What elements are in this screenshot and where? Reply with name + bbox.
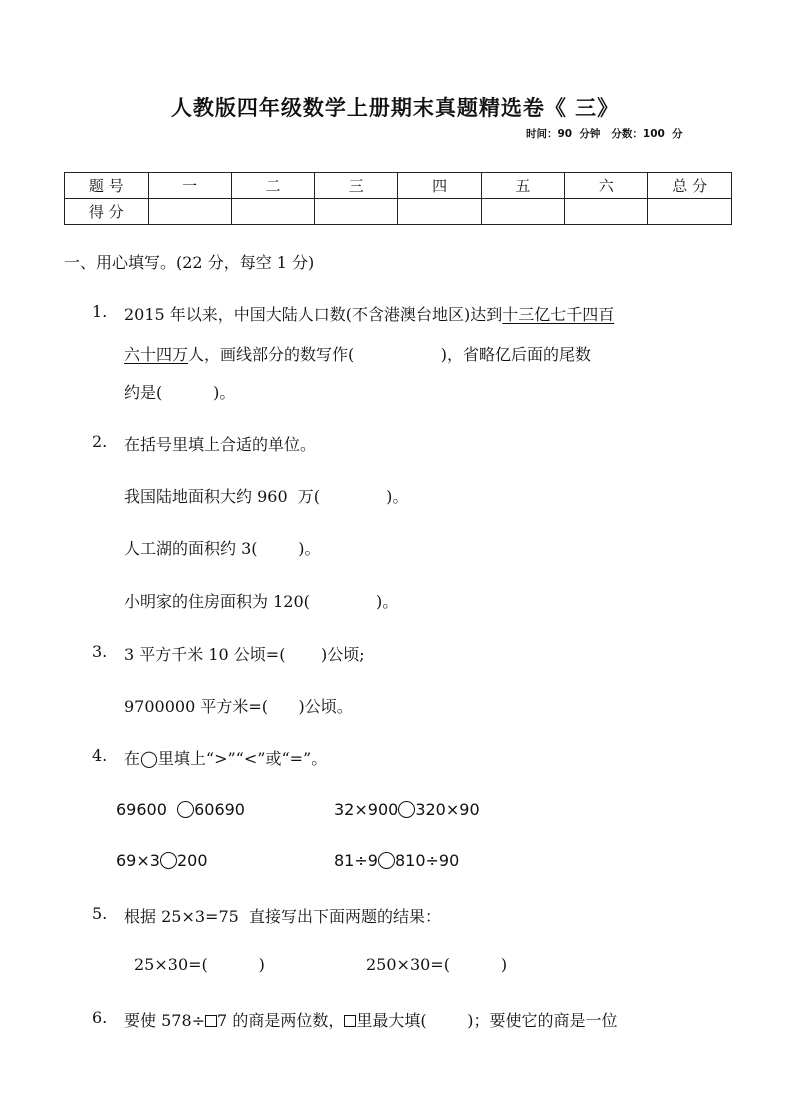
q1-line2: [124, 342, 591, 365]
compare-right: 60690: [194, 800, 245, 819]
score-table-score-row: [65, 199, 732, 225]
q3-item-b: 9700000 平方米=( )公顷。: [124, 697, 353, 716]
score-input-cell[interactable]: [398, 199, 481, 225]
blank-box-icon[interactable]: [205, 1015, 217, 1027]
score-table-header-row: [65, 173, 732, 199]
q3-item-a: 3 平方千米 10 公顷=( )公顷;: [124, 645, 365, 664]
q4-text: 在◯里填上“>”“<”或“=”。: [124, 749, 328, 768]
q1-text: 2015 年以来，中国大陆人口数(不含港澳台地区)达到: [124, 305, 503, 324]
table-cell: 四: [398, 173, 481, 199]
q2-item-a: 我国陆地面积大约 960 万( )。: [124, 487, 409, 506]
q2-text: 在括号里填上合适的单位。: [124, 435, 317, 454]
score-input-cell[interactable]: [315, 199, 398, 225]
table-cell: 二: [231, 173, 314, 199]
compare-right: 200: [176, 851, 208, 870]
page-title: 人教版四年级数学上册期末真题精选卷《 三》: [170, 96, 620, 120]
q1-underlined-number-cont: 六十四万: [124, 345, 189, 364]
score-input-cell[interactable]: [148, 199, 231, 225]
q6-text-part: 7 的商是两位数，: [217, 1011, 345, 1030]
q1-text: 人，画线部分的数写作( )，省略亿后面的尾数: [188, 345, 591, 364]
section-heading: 一、用心填写。(22 分，每空 1 分): [64, 253, 315, 272]
compare-right: 810÷90: [394, 851, 460, 870]
table-cell: 六: [565, 173, 648, 199]
q5-item-a: 25×30=( ): [134, 955, 265, 974]
compare-right: 320×90: [415, 800, 480, 819]
exam-time-score: 时间：90 分钟 分数：100 分: [526, 128, 683, 140]
q6-text: [124, 1008, 618, 1031]
table-cell: 一: [148, 173, 231, 199]
table-cell: 题 号: [65, 173, 149, 199]
score-input-cell[interactable]: [231, 199, 314, 225]
compare-left: 81÷9: [334, 851, 378, 870]
compare-circle-icon[interactable]: [160, 852, 177, 869]
q1-line1: [124, 302, 614, 325]
q5-item-b: 250×30=( ): [366, 955, 508, 974]
compare-left: 69600: [116, 800, 178, 819]
compare-circle-icon[interactable]: [398, 801, 415, 818]
table-cell: 得 分: [65, 199, 149, 225]
score-input-cell[interactable]: [481, 199, 564, 225]
q4-compare-3: [116, 851, 208, 870]
question-number: 3.: [92, 642, 108, 661]
q4-compare-4: [334, 851, 459, 870]
question-number: 6.: [92, 1008, 108, 1027]
compare-circle-icon[interactable]: [177, 801, 194, 818]
table-cell: 总 分: [648, 173, 732, 199]
q1-line3: 约是( )。: [124, 383, 236, 402]
question-number: 4.: [92, 746, 108, 765]
table-cell: 五: [481, 173, 564, 199]
q6-text-part: 要使 578÷: [124, 1011, 206, 1030]
table-cell: 三: [315, 173, 398, 199]
compare-left: 69×3: [116, 851, 160, 870]
q5-text: 根据 25×3=75 直接写出下面两题的结果：: [124, 907, 441, 926]
question-number: 2.: [92, 432, 108, 451]
q2-item-b: 人工湖的面积约 3( )。: [124, 539, 321, 558]
question-number: 1.: [92, 302, 108, 321]
compare-left: 32×900: [334, 800, 399, 819]
q6-text-part: 里最大填( )；要使它的商是一位: [356, 1011, 618, 1030]
question-number: 5.: [92, 904, 108, 923]
q1-underlined-number: 十三亿七千四百: [502, 305, 615, 324]
compare-circle-icon[interactable]: [378, 852, 395, 869]
score-table: [64, 172, 732, 225]
score-input-cell[interactable]: [648, 199, 732, 225]
blank-box-icon[interactable]: [344, 1015, 356, 1027]
score-input-cell[interactable]: [565, 199, 648, 225]
q2-item-c: 小明家的住房面积为 120( )。: [124, 592, 399, 611]
q4-compare-1: [116, 800, 245, 819]
q4-compare-2: [334, 800, 480, 819]
